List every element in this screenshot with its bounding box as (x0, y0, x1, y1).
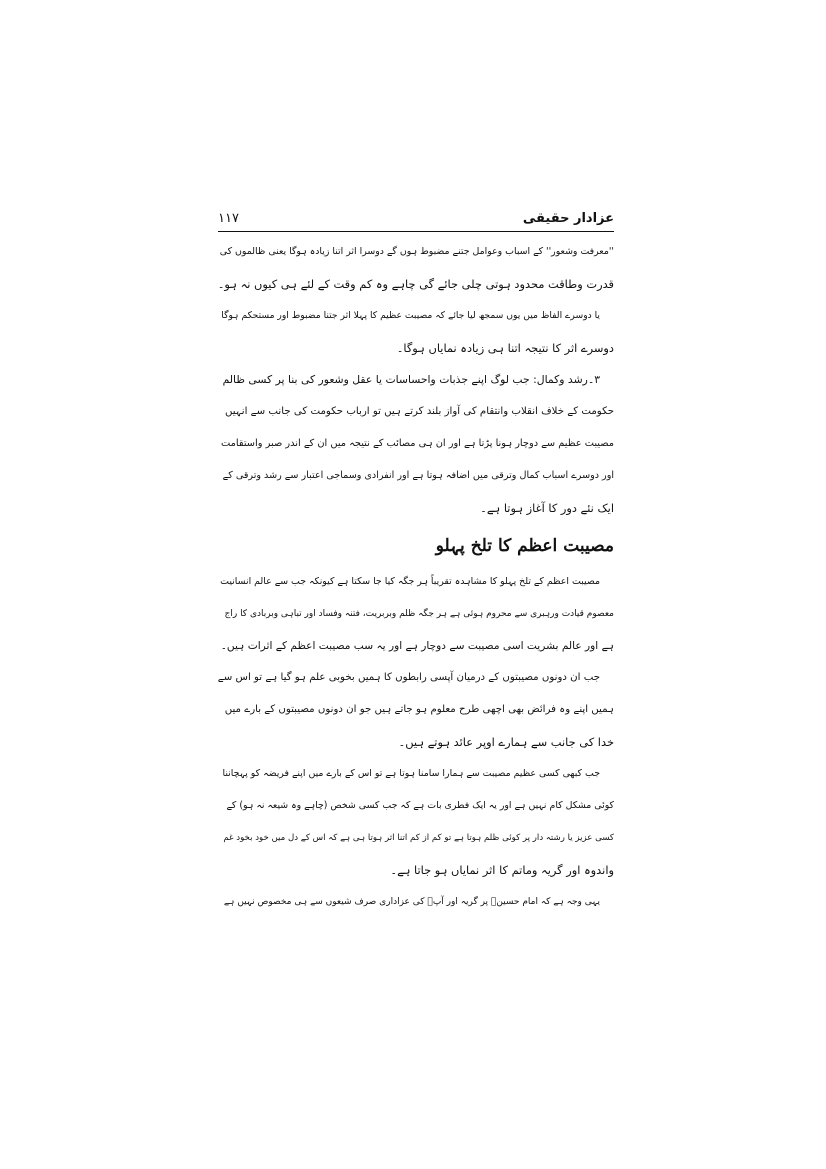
text-line: جب کبھی کسی عظیم مصیبت سے ہمارا سامنا ہوتا ہے تو اس کے بارے میں اپنے فریضہ کو پہچاننا (222, 768, 600, 779)
section-paragraph-2 (218, 662, 614, 758)
text-line: یہی وجہ ہے کہ امام حسینؑ پر گریہ اور آپؑ کی عزاداری صرف شیعوں سے ہی مخصوص نہیں ہے (223, 897, 600, 907)
text-line: جب ان دونوں مصیبتوں کے درمیان آپسی رابطوں کا ہمیں بخوبی علم ہو گیا ہے تو اس سے (218, 672, 600, 683)
text-line: مصیبت اعظم کے تلخ پہلو کا مشاہدہ تقریباً ہر جگہ کیا جا سکتا ہے کیونکہ جب سے عالم انسانیت (220, 576, 600, 587)
text-line: معصوم قیادت ورہبری سے محروم ہوئی ہے ہر جگہ ظلم وبربریت، فتنہ وفساد اور تباہی وبربادی کا راج (224, 609, 614, 619)
text-line: ہمیں اپنے وہ فرائض بھی اچھی طرح معلوم ہو جاتے ہیں جو ان دونوں مصیبتوں کے بارے میں (224, 704, 614, 715)
text-line: واندوہ اور گریہ وماتم کا اثر نمایاں ہو جاتا ہے۔ (390, 863, 614, 877)
text-line: اور دوسرے اسباب کمال وترقی میں اضافہ ہوتا ہے اور انفرادی وسماجی اعتبار سے رشد وترقی کے (222, 470, 614, 481)
book-title: عزادار حقیقی (522, 211, 614, 226)
text-line: حکومت کے خلاف انقلاب وانتقام کی آواز بلند کرتے ہیں تو ارباب حکومت کی جانب سے انہیں (224, 406, 614, 417)
text-line: دوسرے اثر کا نتیجہ اتنا ہی زیادہ نمایاں ہوگا۔ (396, 341, 614, 355)
text-line: ''معرفت وشعور'' کے اسباب وعوامل جتنے مضبوط ہوں گے دوسرا اثر اتنا زیادہ ہوگا یعنی ظالموں کی (219, 246, 614, 257)
paragraph-1 (218, 236, 614, 300)
text-line: کسی عزیز یا رشتہ دار پر کوئی ظلم ہوتا ہے تو کم از کم اتنا اثر ہوتا ہی ہے کہ اس کے دل میں خود بخود غم (223, 833, 614, 843)
paragraph-2 (218, 300, 614, 364)
text-line: ایک نئے دور کا آغاز ہوتا ہے۔ (480, 501, 614, 515)
section-paragraph-4 (218, 886, 614, 918)
text-line: مصیبت عظیم سے دوچار ہونا پڑتا ہے اور ان ہی مصائب کے نتیجہ میں ان کے اندر صبر واستقامت (221, 438, 614, 449)
page-header (218, 200, 614, 230)
page-number: ۱۱۷ (218, 211, 239, 226)
section-heading: مصیبت اعظم کا تلخ پہلو (435, 536, 614, 556)
text-line: خدا کی جانب سے ہمارے اوپر عائد ہوتے ہیں۔ (398, 735, 614, 749)
page-body (218, 236, 614, 918)
text-line: ۳۔رشد وکمال: جب لوگ اپنے جذبات واحساسات یا عقل وشعور کی بنا پر کسی ظالم (222, 373, 600, 386)
text-line: ہے اور عالم بشریت اسی مصیبت سے دوچار ہے اور یہ سب مصیبت اعظم کے اثرات ہیں۔ (220, 640, 614, 652)
text-line: قدرت وطاقت محدود ہوتی چلی جائے گی چاہے وہ کم وقت کے لئے ہی کیوں نہ ہو۔ (218, 277, 614, 291)
section-paragraph-3 (218, 758, 614, 886)
paragraph-3 (218, 364, 614, 524)
section-paragraph-1 (218, 566, 614, 662)
header-divider (218, 231, 614, 232)
text-line: یا دوسرے الفاظ میں یوں سمجھ لیا جائے کہ مصیبت عظیم کا پہلا اثر جتنا مضبوط اور مستحکم ہوگا (221, 310, 600, 321)
text-line: کوئی مشکل کام نہیں ہے اور یہ ایک فطری بات ہے کہ جب کسی شخص (چاہے وہ شیعہ نہ ہو) کے (226, 800, 614, 811)
